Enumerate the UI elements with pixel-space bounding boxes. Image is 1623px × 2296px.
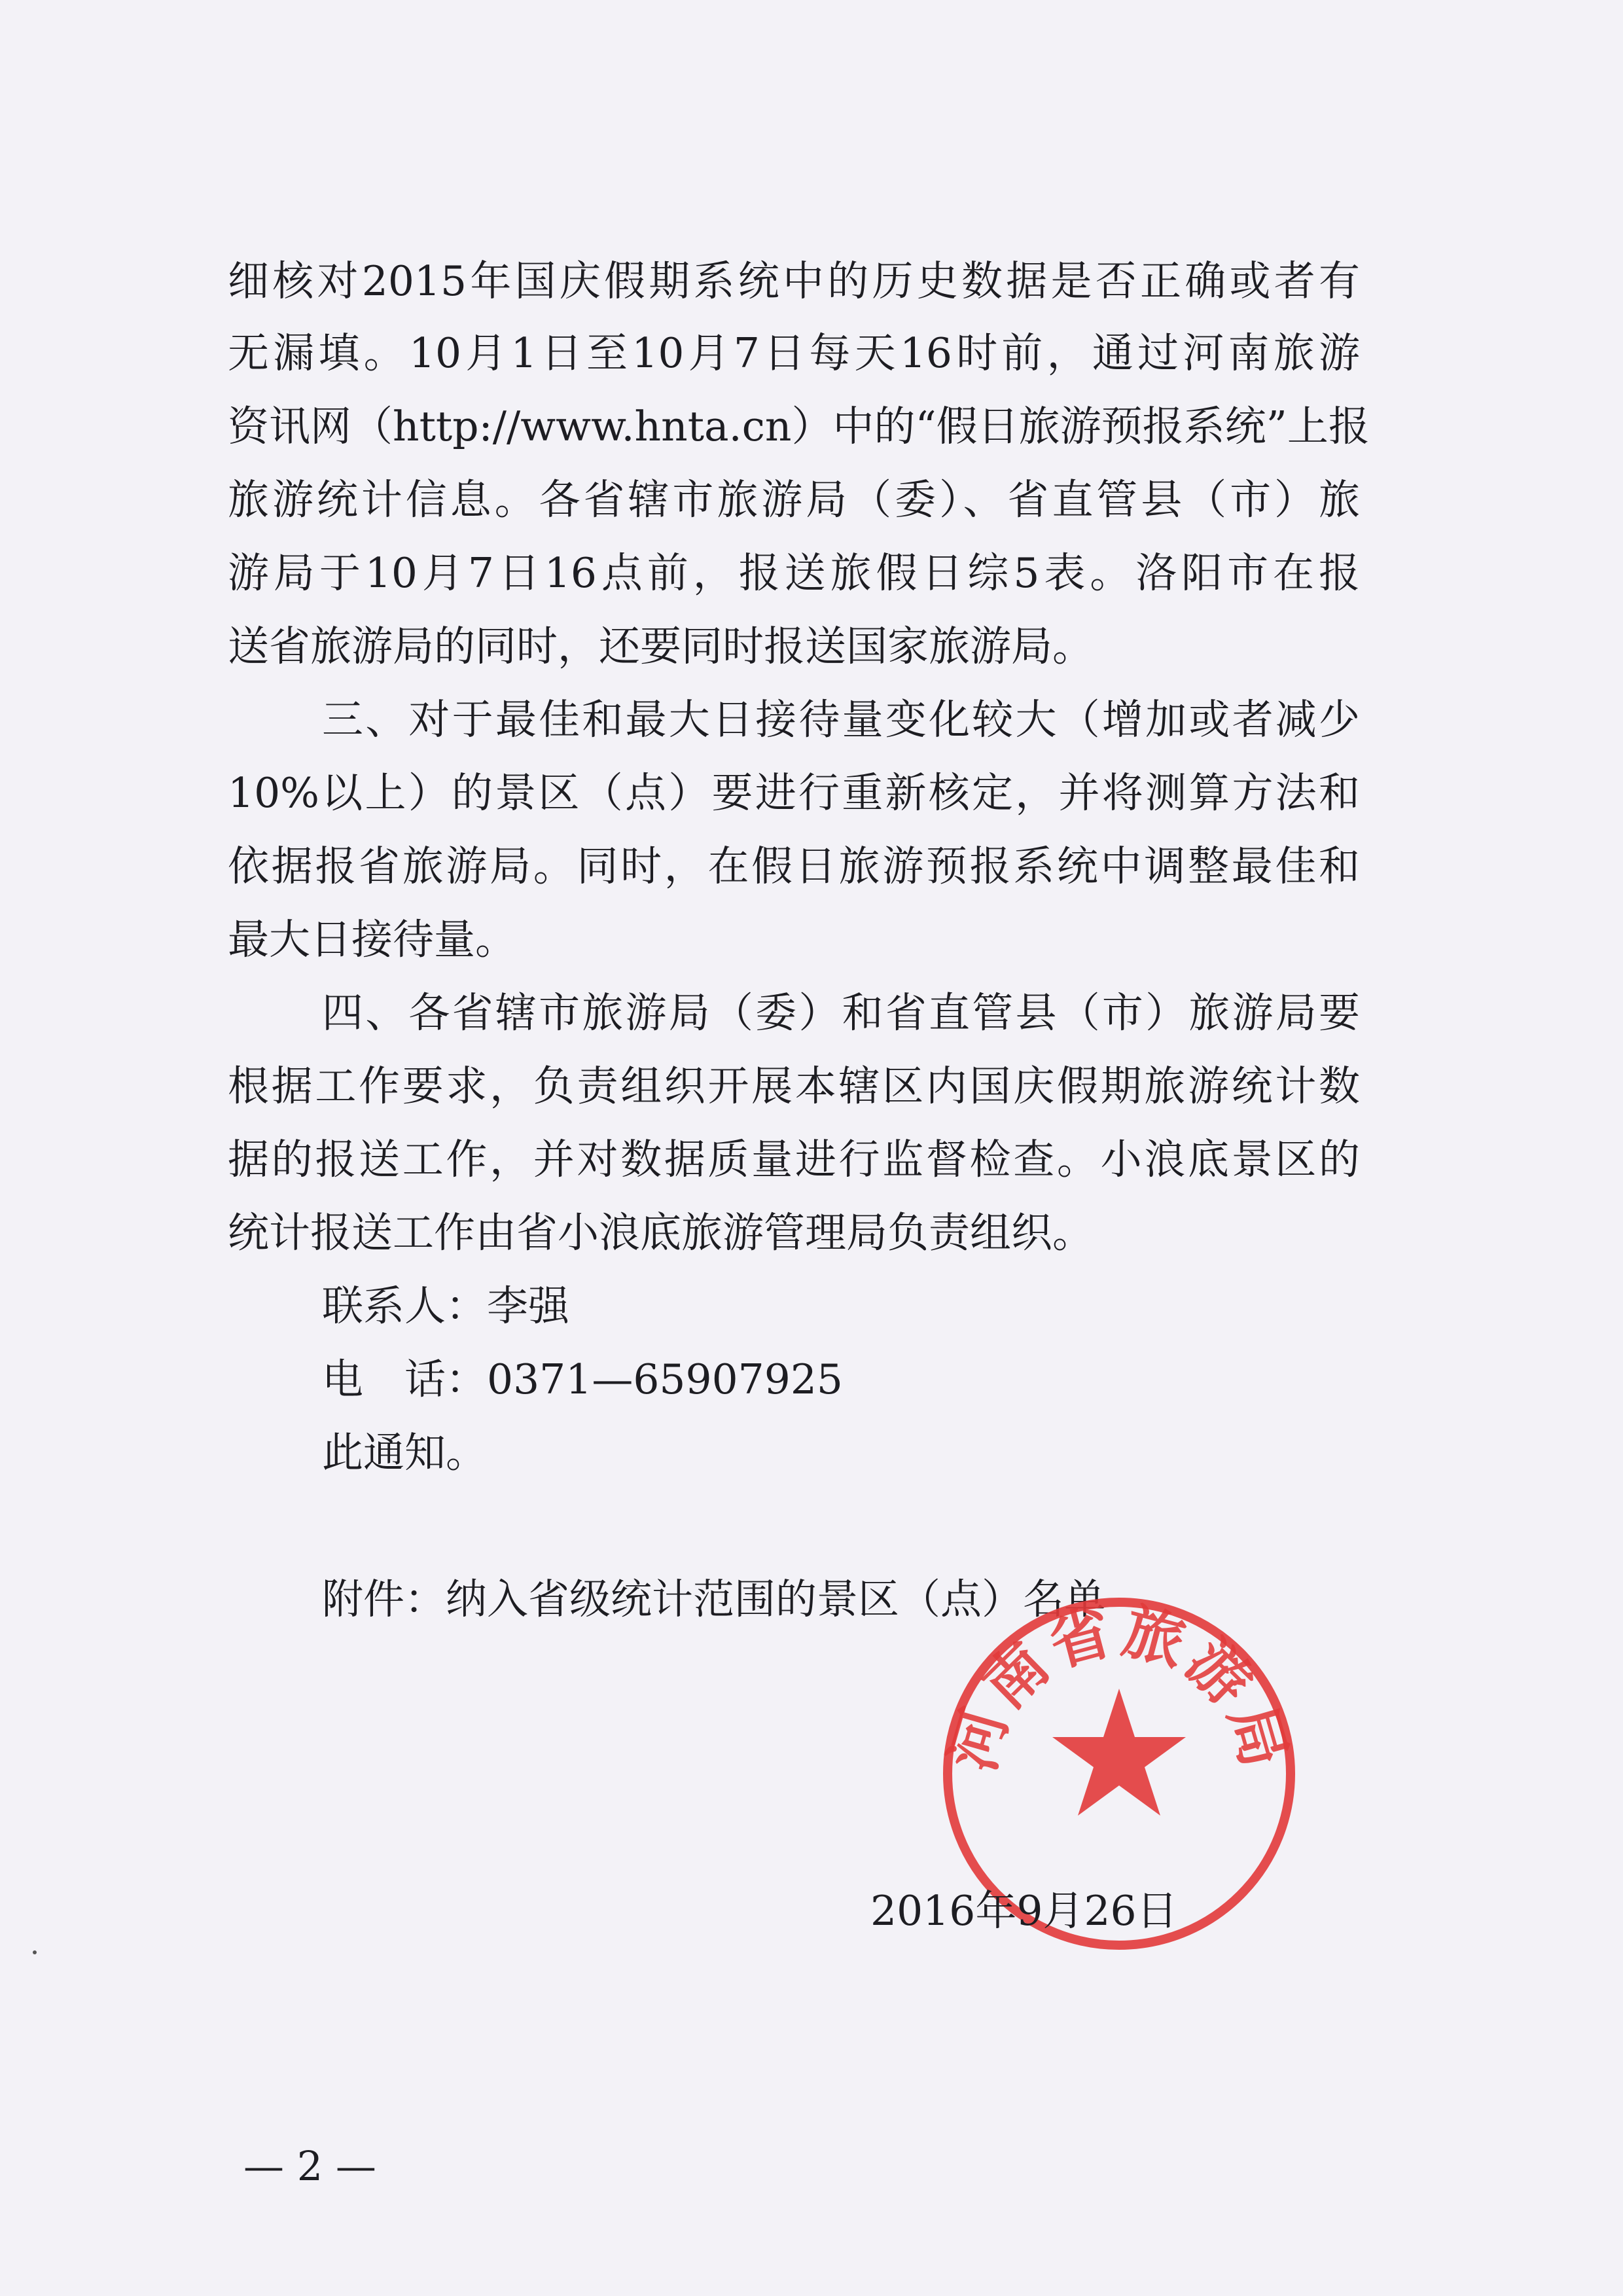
- contact-label: 联系人：: [322, 1282, 487, 1330]
- body-line-2: 无漏填。10月1日至10月7日每天16时前，通过河南旅游: [228, 329, 1360, 377]
- scan-speck: [33, 1950, 37, 1954]
- body-line-13: 据的报送工作，并对数据质量进行监督检查。小浪底景区的: [228, 1136, 1360, 1183]
- body-line-4: 旅游统计信息。各省辖市旅游局（委）、省直管县（市）旅: [228, 476, 1360, 524]
- seal-star-icon: [1052, 1689, 1186, 1816]
- attachment-line: 附件：纳入省级统计范围的景区（点）名单: [322, 1575, 1105, 1623]
- body-line-5: 游局于10月7日16点前，报送旅假日综5表。洛阳市在报: [228, 549, 1360, 597]
- document-date: 2016年9月26日: [870, 1887, 1178, 1935]
- body-line-6: 送省旅游局的同时，还要同时报送国家旅游局。: [228, 622, 1094, 670]
- closing-line: 此通知。: [322, 1429, 487, 1477]
- body-line-11: 四、各省辖市旅游局（委）和省直管县（市）旅游局要: [322, 989, 1360, 1037]
- phone-line: [322, 1354, 843, 1406]
- body-line-8: 10%以上）的景区（点）要进行重新核定，并将测算方法和: [228, 769, 1360, 817]
- body-line-1: 细核对2015年国庆假期系统中的历史数据是否正确或者有: [228, 257, 1360, 305]
- phone-label: 电 话：: [322, 1355, 487, 1403]
- contact-line: [322, 1280, 569, 1333]
- contact-name: 李强: [487, 1282, 569, 1330]
- body-line-14: 统计报送工作由省小浪底旅游管理局负责组织。: [228, 1209, 1094, 1257]
- page-number: — 2 —: [243, 2142, 376, 2190]
- body-line-3: 资讯网（http://www.hnta.cn）中的“假日旅游预报系统”上报: [228, 403, 1370, 450]
- body-line-10: 最大日接待量。: [228, 916, 516, 963]
- body-line-9: 依据报省旅游局。同时，在假日旅游预报系统中调整最佳和: [228, 842, 1360, 890]
- body-line-12: 根据工作要求，负责组织开展本辖区内国庆假期旅游统计数: [228, 1062, 1360, 1110]
- body-line-7: 三、对于最佳和最大日接待量变化较大（增加或者减少: [322, 696, 1360, 744]
- seal-text: 河南省旅游局: [937, 1596, 1301, 1779]
- phone-number: 0371—65907925: [487, 1355, 843, 1403]
